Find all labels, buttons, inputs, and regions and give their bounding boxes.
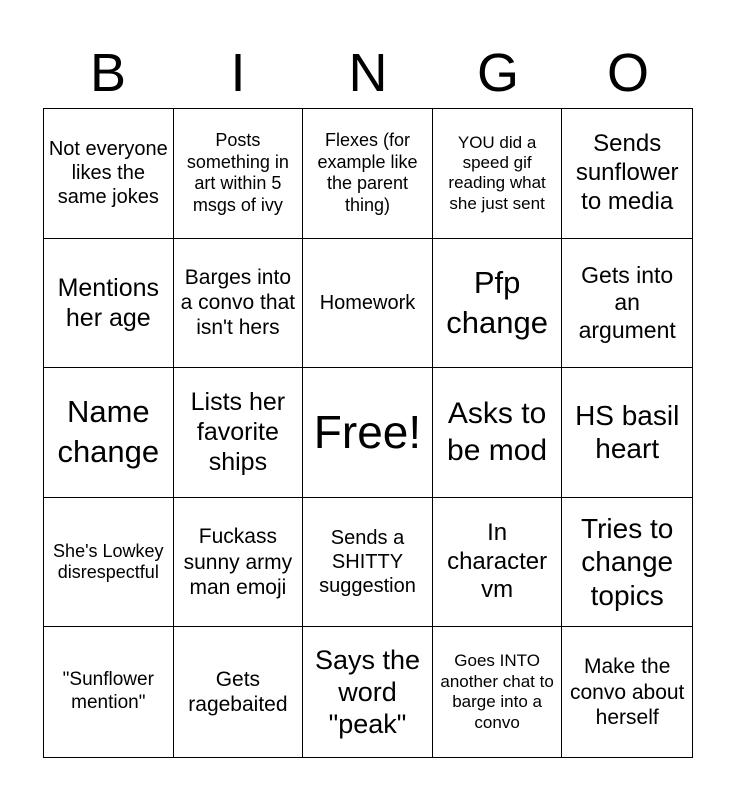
bingo-cell[interactable]: Lists her favorite ships [174, 368, 304, 498]
bingo-cell[interactable]: Fuckass sunny army man emoji [174, 498, 304, 628]
bingo-cell[interactable]: Goes INTO another chat to barge into a convo [433, 627, 563, 757]
bingo-cell[interactable]: Barges into a convo that isn't hers [174, 239, 304, 369]
header-letter-b: B [89, 43, 127, 103]
header-letter-g: G [476, 43, 519, 103]
bingo-cell[interactable]: Homework [303, 239, 433, 369]
bingo-cell[interactable]: Gets into an argument [562, 239, 692, 369]
bingo-cell[interactable]: Sends sunflower to media [562, 109, 692, 239]
bingo-cell[interactable]: Mentions her age [44, 239, 174, 369]
header-letter-n: N [348, 43, 388, 103]
bingo-header [43, 38, 693, 108]
bingo-cell[interactable]: She's Lowkey disrespectful [44, 498, 174, 628]
bingo-cell[interactable]: Sends a SHITTY suggestion [303, 498, 433, 628]
bingo-cell[interactable]: Posts something in art within 5 msgs of ivy [174, 109, 304, 239]
bingo-board [43, 108, 693, 758]
bingo-cell[interactable]: Pfp change [433, 239, 563, 369]
bingo-cell[interactable]: In character vm [433, 498, 563, 628]
bingo-cell[interactable]: "Sunflower mention" [44, 627, 174, 757]
bingo-cell[interactable]: Name change [44, 368, 174, 498]
bingo-cell[interactable]: Flexes (for example like the parent thing) [303, 109, 433, 239]
header-letter-o: O [606, 43, 649, 103]
bingo-cell[interactable]: YOU did a speed gif reading what she just sent [433, 109, 563, 239]
bingo-cell[interactable]: HS basil heart [562, 368, 692, 498]
bingo-cell[interactable]: Says the word "peak" [303, 627, 433, 757]
bingo-cell[interactable]: Not everyone likes the same jokes [44, 109, 174, 239]
bingo-cell[interactable]: Make the convo about herself [569, 655, 685, 729]
bingo-cell[interactable]: Tries to change topics [562, 498, 692, 628]
bingo-cell[interactable]: Gets ragebaited [174, 627, 304, 757]
bingo-cell[interactable]: Asks to be mod [433, 368, 563, 498]
free-space[interactable]: Free! [303, 368, 433, 498]
header-letter-i: I [230, 43, 246, 103]
